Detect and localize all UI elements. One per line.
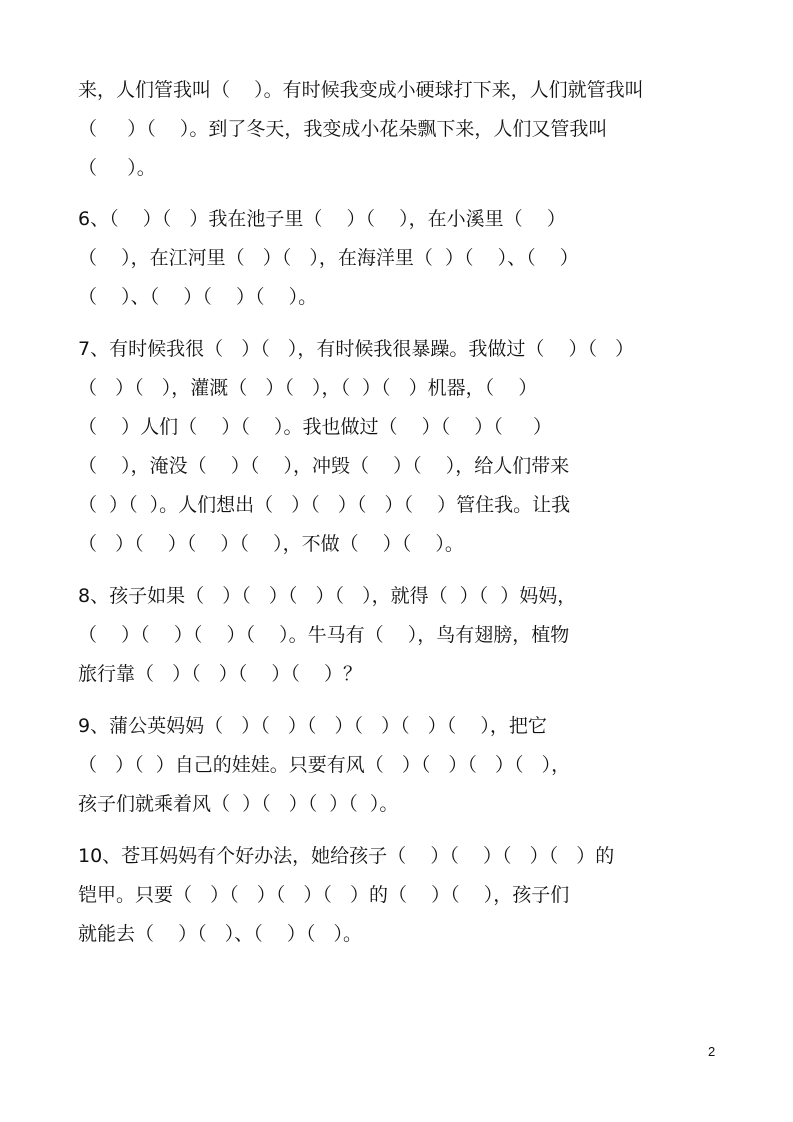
text-line: 来，人们管我叫（ ）。有时候我变成小硬球打下来，人们就管我叫 [78,79,644,101]
text-line: （ ）（ ）（ ）（ ），不做（ ）（ ）。 [78,533,464,555]
text-line: （ ）、（ ）（ ）（ ）。 [78,286,318,308]
question-8-line: 8、孩子如果（ ）（ ）（ ）（ ），就得（ ）（ ）妈妈， [78,585,577,607]
text-line: （ ）（ ）（ ）（ ）。牛马有（ ），鸟有翅膀，植物 [78,624,570,646]
question-6-line: 6、（ ）（ ）我在池子里（ ）（ ），在小溪里（ ） [78,208,566,230]
text-line: （ ）（ ）。人们想出（ ）（ ）（ ）（ ）管住我。让我 [78,494,571,516]
text-line: （ ）（ ）。到了冬天，我变成小花朵飘下来，人们又管我叫 [78,118,608,140]
question-9-line: 9、蒲公英妈妈（ ）（ ）（ ）（ ）（ ）（ ），把它 [78,715,547,737]
text-line: （ ）。 [78,157,156,179]
text-line: 就能去（ ）（ ）、（ ）（ ）。 [78,923,363,945]
text-line: （ ）（ ），灌溉（ ）（ ），（ ）（ ）机器，（ ） [78,377,538,399]
text-line: （ ），在江河里（ ）（ ），在海洋里（ ）（ ）、（ ） [78,247,579,269]
text-line: 孩子们就乘着风（ ）（ ）（ ）（ ）。 [78,793,399,815]
question-7-line: 7、有时候我很（ ）（ ），有时候我很暴躁。我做过（ ）（ ） [78,338,635,360]
text-line: （ ）人们（ ）（ ）。我也做过（ ）（ ）（ ） [78,416,552,438]
text-line: （ ）（ ）自己的娃娃。只要有风（ ）（ ）（ ）（ ）， [78,754,571,776]
question-10-line: 10、苍耳妈妈有个好办法，她给孩子（ ）（ ）（ ）（ ）的 [78,845,615,867]
page-number: 2 [708,1044,716,1059]
text-line: （ ），淹没（ ）（ ），冲毁（ ）（ ），给人们带来 [78,455,570,477]
text-line: 铠甲。只要（ ）（ ）（ ）（ ）的（ ）（ ），孩子们 [78,884,570,906]
text-line: 旅行靠（ ）（ ）（ ）（ ）？ [78,663,363,685]
